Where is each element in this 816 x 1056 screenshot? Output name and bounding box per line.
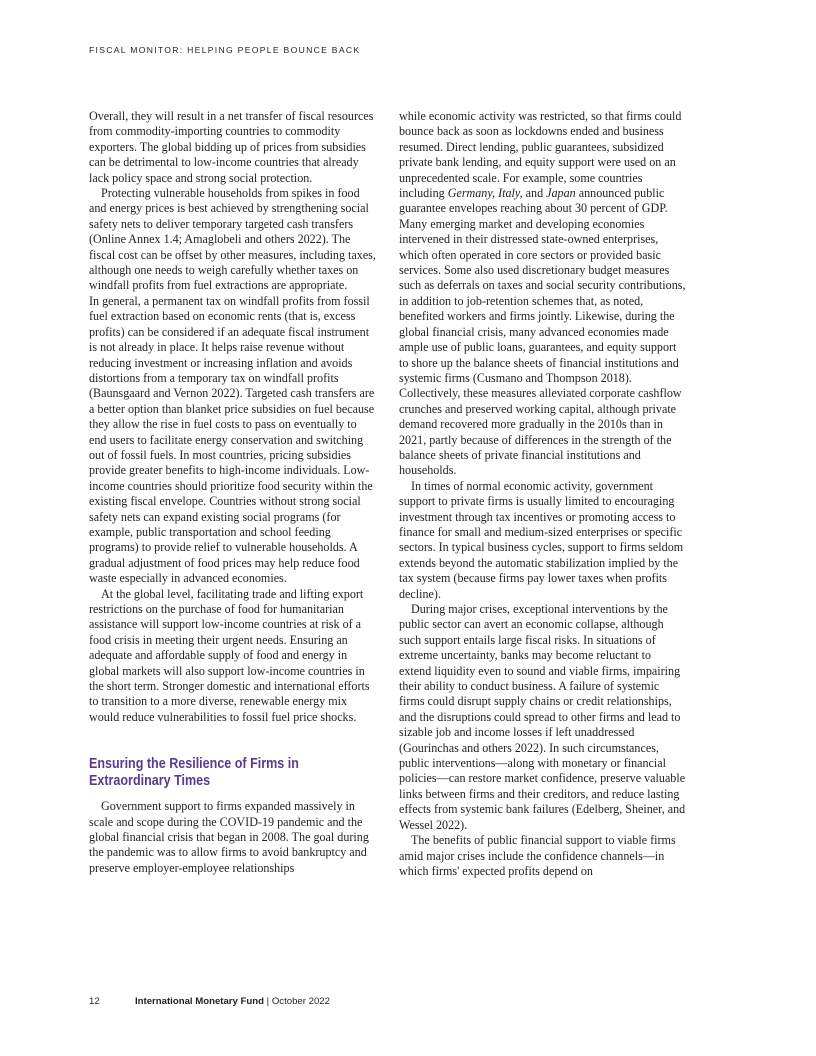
right-p1-italic-japan: Japan xyxy=(546,186,576,201)
section-heading: Ensuring the Resilience of Firms in Extraordinary Times xyxy=(89,756,299,790)
left-paragraph-3: In general, a permanent tax on windfall profits from fossil fuel extraction based on economic rents (that is, excess profits) can be considered if an adequate fiscal instrument is not already in place. It helps raise revenue without reducing investment or increasing inflation and avoids distortions from a temporary tax on windfall profits (Baunsgaard and Vernon 2022). Targeted cash transfers are a better option than blanket price subsidies on fuel because they allow the rise in fuel costs to pass on eventually to end users to facilitate energy conservation and switching out of fossil fuels. In most countries, pricing subsidies provide greater benefits to high-income individuals. Low-income countries should prioritize food security within the existing fiscal envelope. Countries without strong social safety nets can expand existing social programs (for example, public transportation and school feeding programs) to provide relief to vulnerable households. A gradual adjustment of food prices may help reduce food waste especially in advanced economies. xyxy=(89,293,375,586)
page-footer xyxy=(89,996,330,1007)
footer-organization: International Monetary Fund xyxy=(135,996,264,1007)
left-paragraph-4: At the global level, facilitating trade and lifting export restrictions on the purchase of food for humanitarian assistance will support low-income countries at risk of a food crisis in meeting their urgent needs. Ensuring an adequate and affordable supply of food and energy in global markets will also support low-income countries in the short term. Stronger domestic and international efforts to transition to a more diverse, renewable energy mix would reduce vulnerabilities to fossil fuel price shocks. xyxy=(89,586,370,724)
footer-separator: | xyxy=(264,996,272,1007)
right-paragraph-4: The benefits of public financial support to viable firms amid major crises include the confidence channels—in which firms' expected profits depend on xyxy=(399,833,676,878)
right-paragraph-1 xyxy=(399,109,686,479)
right-p1-and: and xyxy=(522,186,547,201)
right-paragraph-3: During major crises, exceptional interventions by the public sector can avert an economic collapse, although such support entails large fiscal risks. In situations of extreme uncertainty, banks may become reluctant to extend liquidity even to sound and viable firms, impairing their ability to conduct business. A failure of systemic firms could disrupt supply chains or credit relationships, and the disruptions could spread to other firms and lead to sizable job and income losses if left unaddressed (Gourinchas and others 2022). In such circumstances, public interventions—along with monetary or financial policies—can restore market confidence, preserve valuable links between firms and their creditors, and reduce lasting effects from systemic bank failures (Edelberg, Sheiner, and Wessel 2022). xyxy=(399,602,686,832)
footer-date: October 2022 xyxy=(271,996,330,1007)
page-number: 12 xyxy=(89,996,100,1007)
right-paragraph-2: In times of normal economic activity, government support to private firms is usually limited to encouraging investment through tax incentives or promoting access to finance for small and medium-sized enterprises or specific sectors. In typical business cycles, support to firms seldom extends beyond the automatic stabilization implied by the tax system (because firms pay lower taxes when profits decline). xyxy=(399,478,684,601)
right-p1-text-b: announced public guarantee envelopes reaching about 30 percent of GDP. Many emerging market and developing economies intervened in their distressed state-owned enterprises, which often operated in core sectors or provided basic services. Some also used discretionary budget measures such as deferrals on taxes and social security contributions, in addition to job-retention schemes that, as noted, benefited workers and firms jointly. Likewise, during the global financial crisis, many advanced economies made ample use of public loans, guarantees, and equity support to shore up the balance sheets of financial institutions and systemic firms (Cusmano and Thompson 2018). Collectively, these measures alleviated corporate cashflow crunches and preserved working capital, although private demand recovered more gradually in the 2010s than in 2021, partly because of differences in the strength of the balance sheets of private financial institutions and households. xyxy=(399,186,686,478)
right-column xyxy=(399,109,686,879)
left-paragraph-1: Overall, they will result in a net transfer of fiscal resources from commodity-importing countries to commodity exporters. The global bidding up of prices from subsidies can be detrimental to low-income countries that already lack policy space and strong social protection. xyxy=(89,109,374,185)
right-p1-italic-countries: Germany, Italy, xyxy=(447,186,523,201)
left-column xyxy=(89,109,376,876)
right-p1-text-a: while economic activity was restricted, so that firms could bounce back as soon as lockdowns ended and business resumed. Direct lending, public guarantees, subsidized private bank lending, and equity support were used on an unprecedented scale. For example, some countries including xyxy=(399,109,682,201)
left-paragraph-5: Government support to firms expanded massively in scale and scope during the COVID-19 pandemic and the global financial crisis that began in 2008. The goal during the pandemic was to allow firms to avoid bankruptcy and preserve employer-employee relationships xyxy=(89,799,369,875)
running-head: FISCAL MONITOR: HELPING PEOPLE BOUNCE BACK xyxy=(89,45,361,55)
left-paragraph-2: Protecting vulnerable households from spikes in food and energy prices is best achieved by strengthening social safety nets to deliver temporary targeted cash transfers (Online Annex 1.4; Amaglobeli and others 2022). The fiscal cost can be offset by other measures, including taxes, although one needs to weigh carefully whether taxes on windfall profits from fuel extractions are appropriate. xyxy=(89,186,376,293)
